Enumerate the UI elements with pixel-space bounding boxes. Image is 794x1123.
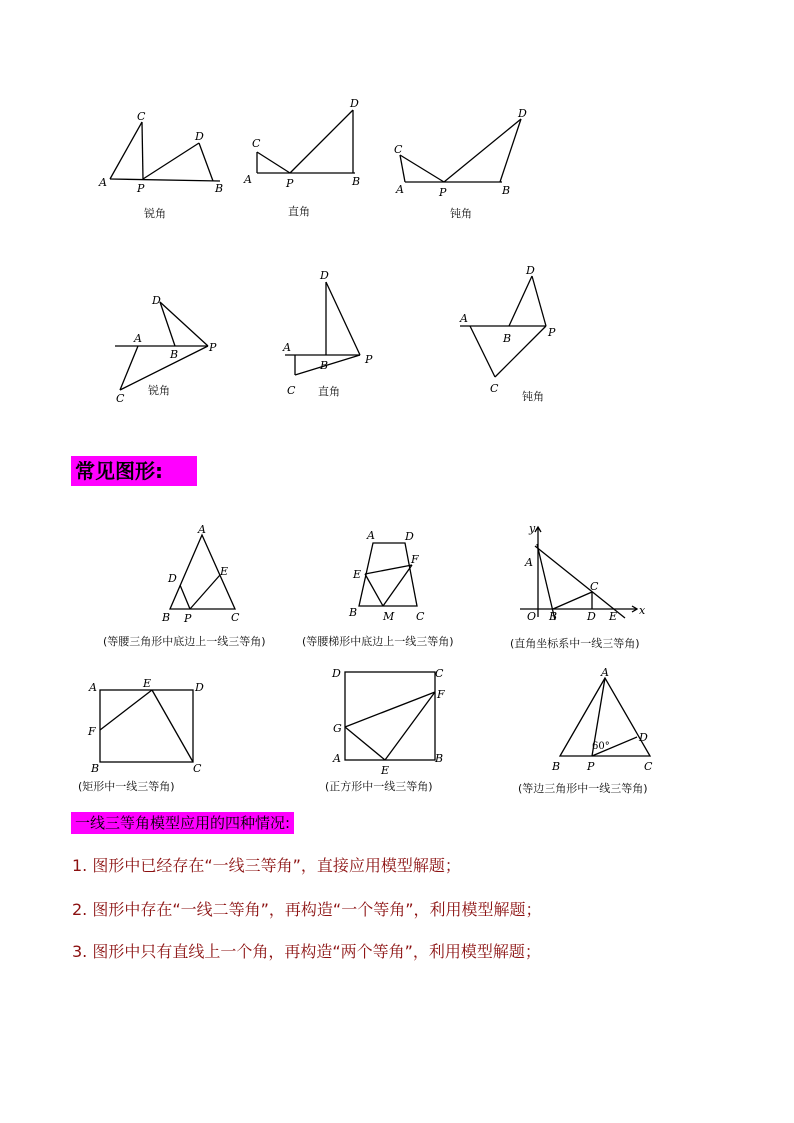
svg-text:B: B [549,610,558,623]
svg-text:A: A [525,556,533,569]
diagram-obtuse-2 [450,262,570,395]
section-title: 常见图形: [71,456,197,486]
figure-equilateral-triangle [545,668,665,778]
figure-acute-1 [95,100,225,195]
svg-text:E: E [381,764,390,777]
list-item-1: 1. 图形中已经存在“一线三等角”，直接应用模型解题； [72,856,461,875]
svg-text:A: A [460,312,468,325]
svg-text:C: C [116,392,125,405]
svg-text:D: D [195,130,204,143]
figure-obtuse-1 [390,105,530,199]
angle-60-label: 60° [592,741,610,752]
caption-right-1: 直角 [288,205,310,218]
diagram-isosceles-triangle [160,525,250,625]
svg-text:D: D [518,107,527,120]
figure-obtuse-2 [450,262,570,395]
svg-text:C: C [287,384,296,397]
svg-text:C: C [137,110,146,123]
svg-text:D: D [152,294,161,307]
svg-text:C: C [394,143,403,156]
svg-text:B: B [502,184,511,197]
caption-obtuse-1: 钝角 [450,207,472,220]
svg-text:A: A [89,681,97,694]
svg-text:A: A [99,176,107,189]
svg-text:B: B [162,611,171,624]
svg-text:A: A [367,529,375,542]
svg-text:D: D [350,97,359,110]
caption-isosceles-trapezoid: (等腰梯形中底边上一线三等角) [302,635,454,648]
svg-text:C: C [490,382,499,395]
svg-text:G: G [333,722,342,735]
list-item-3: 3. 图形中只有直线上一个角，再构造“两个等角”，利用模型解题； [72,942,541,961]
svg-text:P: P [286,177,294,190]
caption-square: (正方形中一线三等角) [325,780,433,793]
diagram-isosceles-trapezoid [345,528,435,628]
caption-equilateral-triangle: (等边三角形中一线三等角) [518,782,648,795]
list-item-2: 2. 图形中存在“一线二等角”，再构造“一个等角”，利用模型解题； [72,900,542,919]
subsection-title: 一线三等角模型应用的四种情况: [71,812,294,834]
svg-text:D: D [639,731,648,744]
svg-text:A: A [244,173,252,186]
svg-text:A: A [198,523,206,536]
svg-text:A: A [134,332,142,345]
svg-text:C: C [231,611,240,624]
svg-text:x: x [639,604,646,617]
svg-text:B: B [552,760,561,773]
svg-text:D: D [526,264,535,277]
svg-text:B: B [352,175,361,188]
diagram-obtuse-1 [390,105,530,199]
svg-text:D: D [405,530,414,543]
svg-text:P: P [137,182,145,195]
svg-text:F: F [411,553,419,566]
svg-text:E: E [220,565,229,578]
caption-coordinate-system: (直角坐标系中一线三等角) [510,637,640,650]
diagram-acute-1 [95,100,225,195]
figure-square [325,662,455,777]
diagram-right-2 [280,265,380,400]
svg-text:A: A [333,752,341,765]
svg-text:D: D [320,269,329,282]
svg-text:D: D [168,572,177,585]
svg-text:D: D [332,667,341,680]
svg-text:E: E [353,568,362,581]
svg-text:B: B [320,359,329,372]
caption-right-2: 直角 [318,385,340,398]
svg-text:C: C [644,760,653,773]
figure-acute-2 [110,290,230,405]
svg-text:C: C [590,580,599,593]
svg-text:E: E [143,677,152,690]
caption-obtuse-2: 钝角 [522,390,544,403]
svg-text:D: D [195,681,204,694]
diagram-square [325,662,455,777]
svg-text:C: C [416,610,425,623]
svg-text:E: E [609,610,618,623]
svg-text:P: P [548,326,556,339]
svg-text:y: y [529,522,536,535]
svg-text:B: B [170,348,179,361]
svg-text:B: B [215,182,224,195]
diagram-right-1 [240,95,370,195]
caption-acute-2: 锐角 [148,384,170,397]
svg-text:P: P [365,353,373,366]
svg-text:B: B [91,762,100,775]
figure-rectangle [85,675,210,775]
svg-text:P: P [439,186,447,199]
svg-text:C: C [193,762,202,775]
svg-text:A: A [396,183,404,196]
svg-text:P: P [587,760,595,773]
svg-text:D: D [587,610,596,623]
svg-text:C: C [252,137,261,150]
diagram-coordinate-system [515,522,645,627]
svg-text:A: A [283,341,291,354]
caption-rectangle: (矩形中一线三等角) [78,780,175,793]
svg-text:M: M [383,610,395,623]
figure-right-2 [280,265,380,400]
figure-isosceles-triangle [160,525,250,625]
svg-text:C: C [435,667,444,680]
svg-text:F: F [437,688,445,701]
diagram-equilateral-triangle [545,668,665,778]
svg-text:B: B [503,332,512,345]
svg-text:P: P [184,612,192,625]
svg-text:O: O [527,610,537,623]
caption-acute-1: 锐角 [144,207,166,220]
svg-text:B: B [349,606,358,619]
diagram-rectangle [85,675,210,775]
svg-text:P: P [209,341,217,354]
figure-coordinate-system [515,522,645,627]
diagram-acute-2 [110,290,230,405]
figure-isosceles-trapezoid [345,528,435,628]
svg-text:B: B [435,752,444,765]
svg-text:F: F [88,725,96,738]
svg-text:A: A [601,666,609,679]
figure-right-1 [240,95,370,195]
caption-isosceles-triangle: (等腰三角形中底边上一线三等角) [103,635,266,648]
